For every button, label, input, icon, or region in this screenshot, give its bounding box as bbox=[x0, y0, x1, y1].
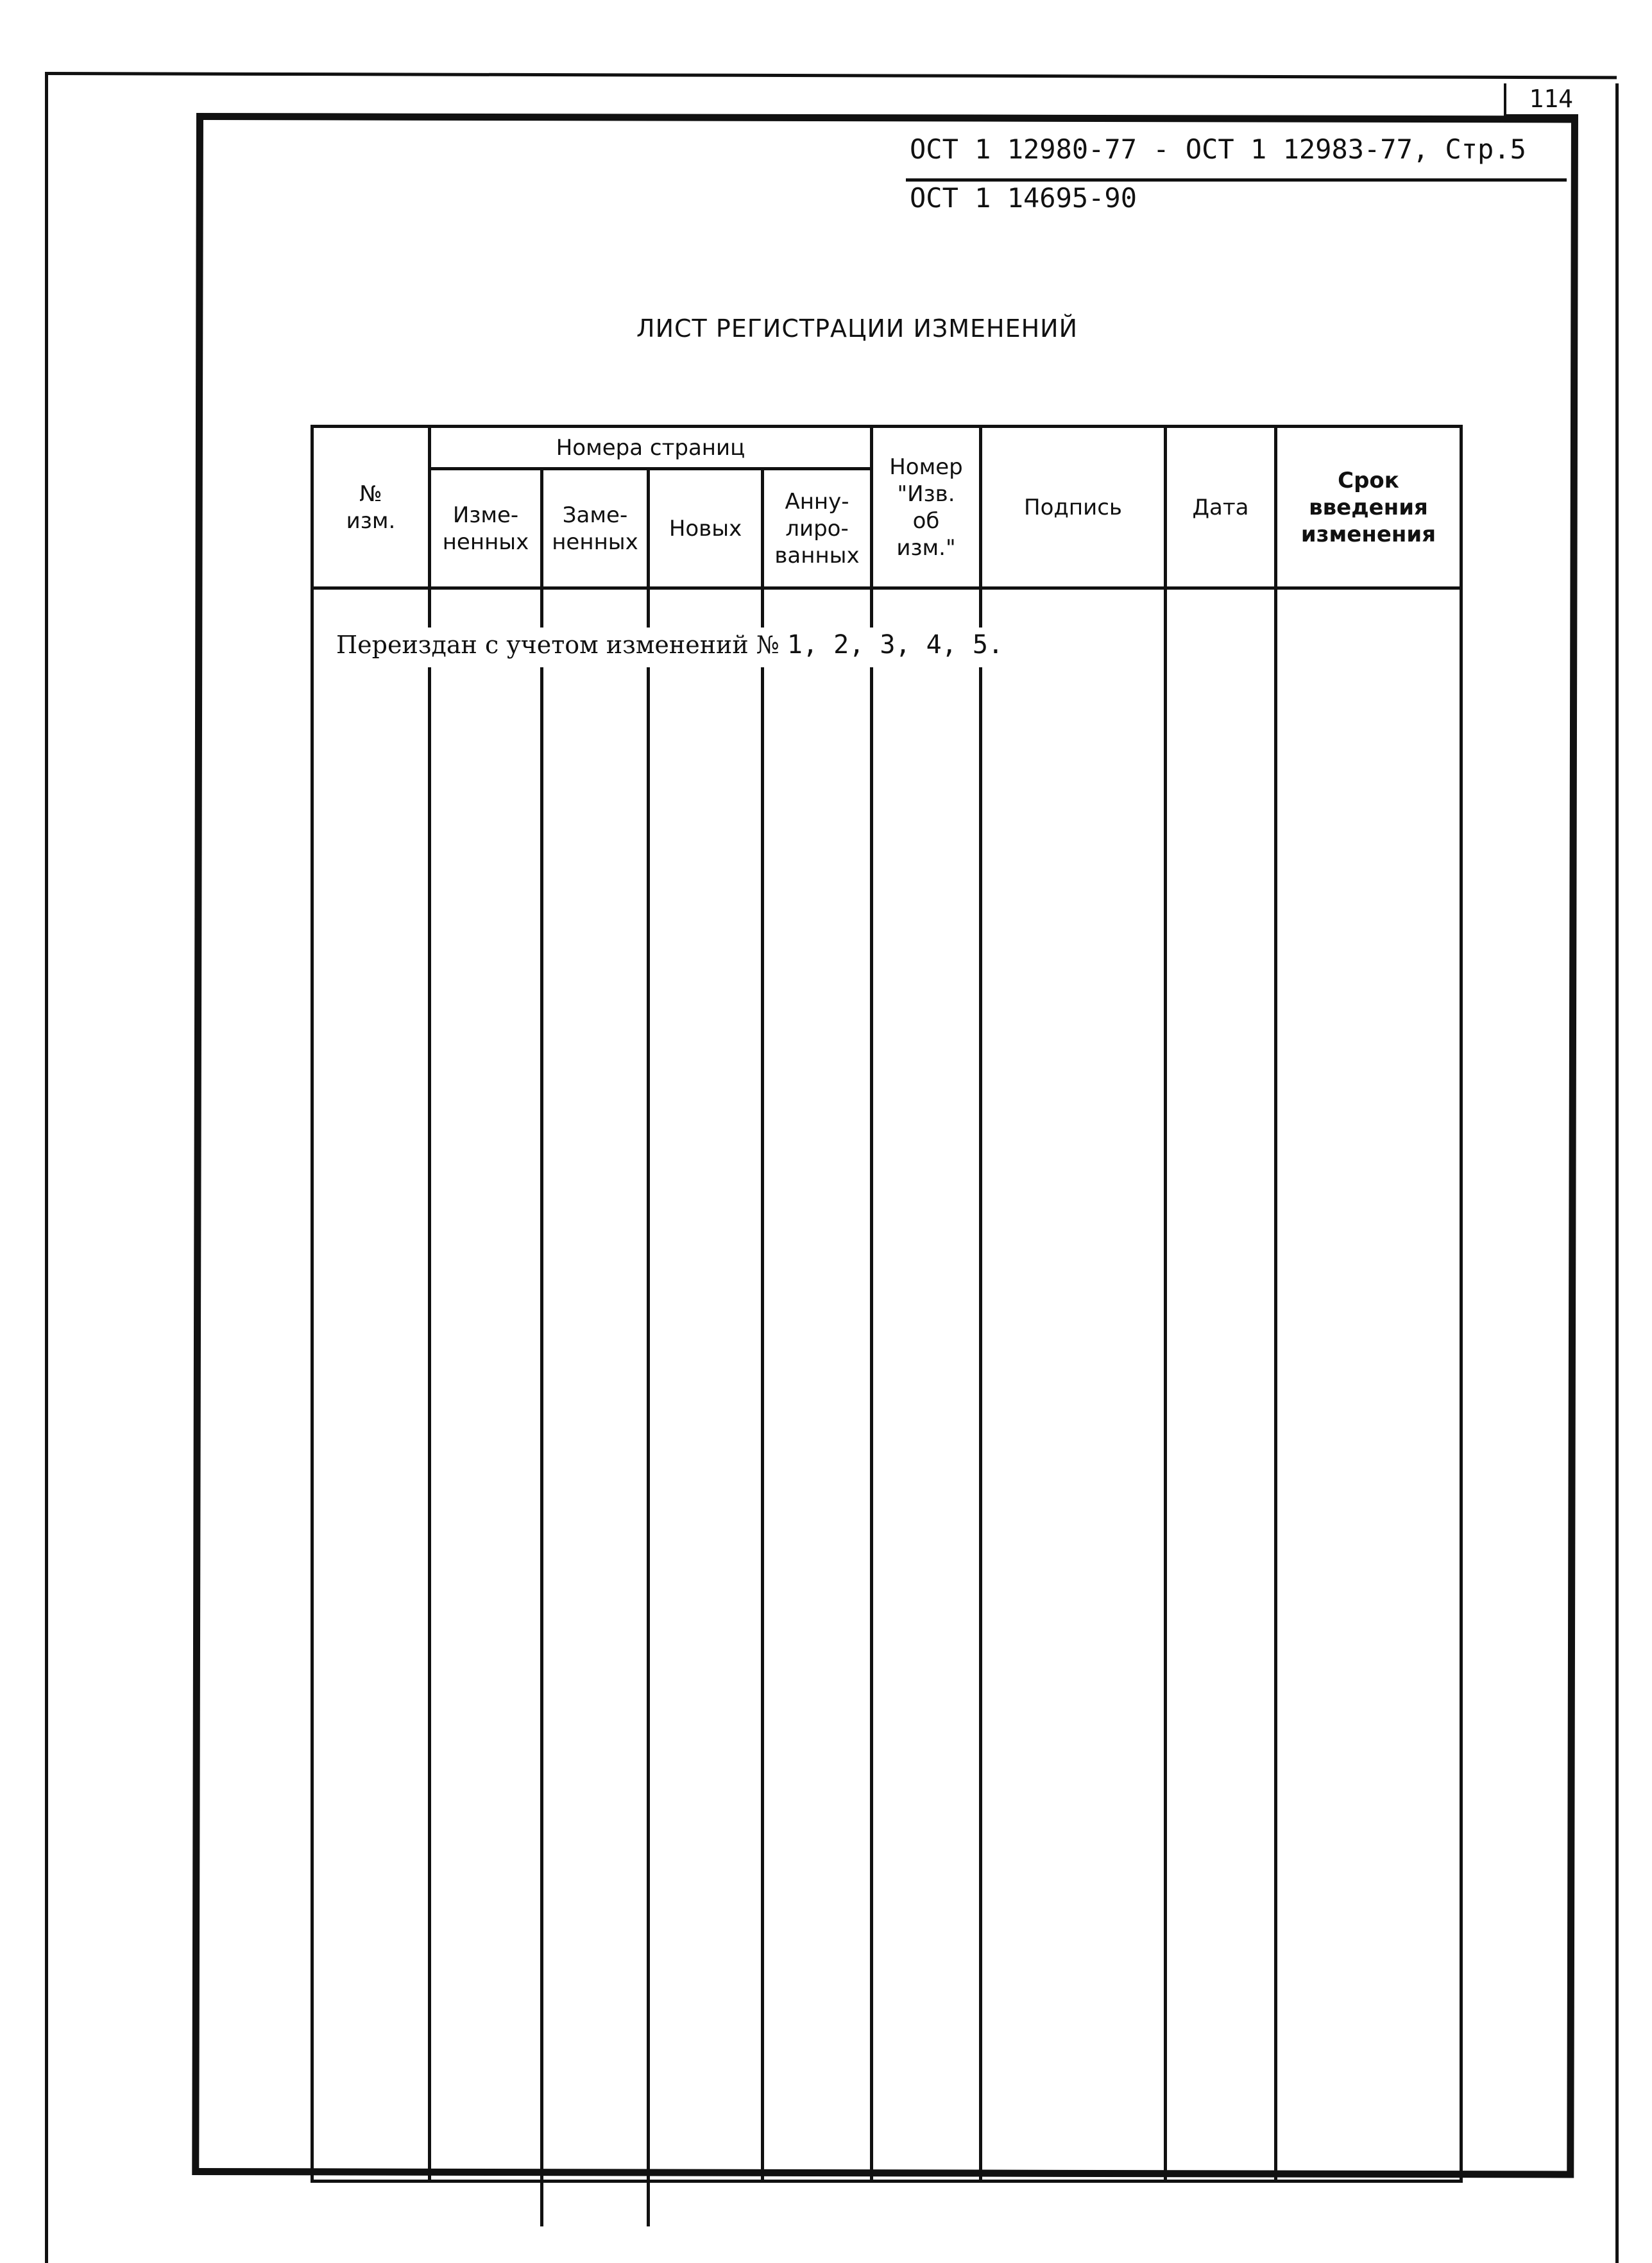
header-change-number: № изм. bbox=[346, 481, 396, 534]
header-page-numbers: Номера страниц bbox=[556, 434, 745, 461]
page-number: 114 bbox=[1529, 85, 1573, 113]
header-date: Дата bbox=[1192, 494, 1249, 520]
table-column-divider bbox=[540, 468, 543, 2226]
table-column-divider bbox=[979, 425, 982, 2183]
reissue-note-numbers: 1, 2, 3, 4, 5. bbox=[787, 630, 1004, 660]
table-column-divider bbox=[1164, 425, 1167, 2183]
table-column-divider bbox=[761, 468, 764, 2183]
designation-underline bbox=[906, 178, 1567, 182]
header-notice-number: Номер "Изв. об изм." bbox=[889, 454, 963, 561]
table-column-divider bbox=[428, 425, 431, 2183]
header-new-pages: Новых bbox=[668, 515, 742, 542]
page-number-box bbox=[1504, 83, 1578, 117]
registration-table bbox=[311, 425, 1463, 2183]
reissue-note-text: Переиздан с учетом изменений № bbox=[336, 631, 779, 659]
table-column-divider bbox=[647, 468, 650, 2226]
page-border-top bbox=[45, 72, 1617, 79]
header-replaced-pages: Заме- ненных bbox=[552, 502, 638, 555]
table-column-divider bbox=[870, 425, 873, 2183]
sheet-title: ЛИСТ РЕГИСТРАЦИИ ИЗМЕНЕНИЙ bbox=[636, 314, 1078, 343]
document-designation-secondary: ОСТ 1 14695-90 bbox=[910, 182, 1137, 214]
table-header-divider bbox=[311, 586, 1463, 590]
header-changed-pages: Изме- ненных bbox=[442, 502, 529, 555]
reissue-note bbox=[336, 630, 1003, 660]
header-signature: Подпись bbox=[1024, 494, 1122, 520]
table-column-divider bbox=[1274, 425, 1277, 2183]
document-designation: ОСТ 1 12980-77 - ОСТ 1 12983-77, Стр.5 bbox=[910, 133, 1526, 165]
page-border-right bbox=[1615, 83, 1619, 2263]
header-introduction-term: Срок введения изменения bbox=[1300, 467, 1436, 547]
page-border-left bbox=[45, 73, 48, 2263]
header-annulled-pages: Анну- лиро- ванных bbox=[774, 488, 860, 568]
